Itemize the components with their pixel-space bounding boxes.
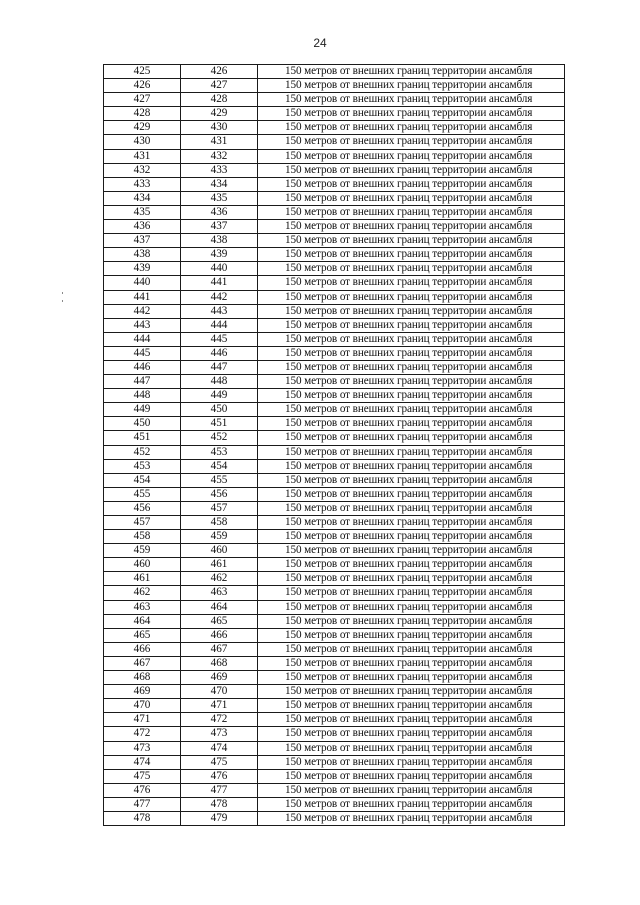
point-to-cell: 451 — [181, 417, 258, 431]
table-row — [104, 248, 565, 262]
point-from-cell: 445 — [104, 346, 181, 360]
table-row — [104, 304, 565, 318]
table-row — [104, 656, 565, 670]
point-to-cell: 445 — [181, 332, 258, 346]
point-to-cell: 472 — [181, 713, 258, 727]
point-from-cell: 475 — [104, 769, 181, 783]
point-to-cell: 475 — [181, 755, 258, 769]
zone-description-cell: 150 метров от внешних границ территории ансамбля — [258, 487, 565, 501]
table-row — [104, 276, 565, 290]
point-from-cell: 460 — [104, 558, 181, 572]
table-row — [104, 473, 565, 487]
point-from-cell: 428 — [104, 107, 181, 121]
zone-description-cell: 150 метров от внешних границ территории ансамбля — [258, 135, 565, 149]
table-row — [104, 65, 565, 79]
point-from-cell: 470 — [104, 699, 181, 713]
point-to-cell: 440 — [181, 262, 258, 276]
point-from-cell: 469 — [104, 685, 181, 699]
point-to-cell: 450 — [181, 403, 258, 417]
point-from-cell: 455 — [104, 487, 181, 501]
zone-description-cell: 150 метров от внешних границ территории ансамбля — [258, 671, 565, 685]
point-to-cell: 456 — [181, 487, 258, 501]
point-from-cell: 453 — [104, 459, 181, 473]
point-from-cell: 433 — [104, 177, 181, 191]
table-row — [104, 811, 565, 825]
point-to-cell: 441 — [181, 276, 258, 290]
point-to-cell: 449 — [181, 389, 258, 403]
point-to-cell: 471 — [181, 699, 258, 713]
point-to-cell: 473 — [181, 727, 258, 741]
zone-description-cell: 150 метров от внешних границ территории ансамбля — [258, 685, 565, 699]
point-to-cell: 428 — [181, 93, 258, 107]
point-to-cell: 453 — [181, 445, 258, 459]
zone-description-cell: 150 метров от внешних границ территории ансамбля — [258, 205, 565, 219]
table-row — [104, 360, 565, 374]
point-to-cell: 448 — [181, 375, 258, 389]
table-row — [104, 149, 565, 163]
point-from-cell: 451 — [104, 431, 181, 445]
table-row — [104, 544, 565, 558]
table-row — [104, 671, 565, 685]
zone-description-cell: 150 метров от внешних границ территории ансамбля — [258, 783, 565, 797]
zone-description-cell: 150 метров от внешних границ территории ансамбля — [258, 614, 565, 628]
point-to-cell: 435 — [181, 191, 258, 205]
point-to-cell: 446 — [181, 346, 258, 360]
zone-description-cell: 150 метров от внешних границ территории ансамбля — [258, 642, 565, 656]
table-row — [104, 628, 565, 642]
zone-description-cell: 150 метров от внешних границ территории ансамбля — [258, 332, 565, 346]
point-from-cell: 425 — [104, 65, 181, 79]
point-to-cell: 470 — [181, 685, 258, 699]
table-row — [104, 600, 565, 614]
table-row — [104, 346, 565, 360]
table-row — [104, 713, 565, 727]
scan-artifact-mark — [62, 300, 63, 302]
point-from-cell: 461 — [104, 572, 181, 586]
table-row — [104, 205, 565, 219]
point-to-cell: 455 — [181, 473, 258, 487]
table-row — [104, 417, 565, 431]
table-row — [104, 769, 565, 783]
point-from-cell: 443 — [104, 318, 181, 332]
table-row — [104, 121, 565, 135]
point-from-cell: 459 — [104, 544, 181, 558]
point-from-cell: 447 — [104, 375, 181, 389]
point-to-cell: 444 — [181, 318, 258, 332]
point-to-cell: 474 — [181, 741, 258, 755]
zone-description-cell: 150 метров от внешних границ территории ансамбля — [258, 290, 565, 304]
table-row — [104, 79, 565, 93]
table-row — [104, 191, 565, 205]
point-from-cell: 452 — [104, 445, 181, 459]
table-row — [104, 614, 565, 628]
point-from-cell: 468 — [104, 671, 181, 685]
point-to-cell: 477 — [181, 783, 258, 797]
point-from-cell: 474 — [104, 755, 181, 769]
point-to-cell: 427 — [181, 79, 258, 93]
table-row — [104, 487, 565, 501]
zone-description-cell: 150 метров от внешних границ территории ансамбля — [258, 473, 565, 487]
zone-description-cell: 150 метров от внешних границ территории ансамбля — [258, 755, 565, 769]
point-from-cell: 465 — [104, 628, 181, 642]
zone-description-cell: 150 метров от внешних границ территории ансамбля — [258, 375, 565, 389]
zone-description-cell: 150 метров от внешних границ территории ансамбля — [258, 389, 565, 403]
point-to-cell: 478 — [181, 797, 258, 811]
zone-description-cell: 150 метров от внешних границ территории ансамбля — [258, 234, 565, 248]
table-row — [104, 741, 565, 755]
point-to-cell: 454 — [181, 459, 258, 473]
zone-description-cell: 150 метров от внешних границ территории ансамбля — [258, 572, 565, 586]
table-row — [104, 516, 565, 530]
point-from-cell: 449 — [104, 403, 181, 417]
point-to-cell: 438 — [181, 234, 258, 248]
table-row — [104, 332, 565, 346]
point-to-cell: 442 — [181, 290, 258, 304]
point-from-cell: 446 — [104, 360, 181, 374]
point-from-cell: 467 — [104, 656, 181, 670]
table-row — [104, 135, 565, 149]
point-to-cell: 429 — [181, 107, 258, 121]
point-to-cell: 447 — [181, 360, 258, 374]
zone-description-cell: 150 метров от внешних границ территории ансамбля — [258, 360, 565, 374]
table-row — [104, 290, 565, 304]
zone-description-cell: 150 метров от внешних границ территории ансамбля — [258, 177, 565, 191]
table-row — [104, 572, 565, 586]
point-from-cell: 466 — [104, 642, 181, 656]
point-from-cell: 434 — [104, 191, 181, 205]
zone-description-cell: 150 метров от внешних границ территории ансамбля — [258, 600, 565, 614]
point-from-cell: 464 — [104, 614, 181, 628]
point-to-cell: 460 — [181, 544, 258, 558]
point-from-cell: 426 — [104, 79, 181, 93]
table-row — [104, 431, 565, 445]
zone-description-cell: 150 метров от внешних границ территории ансамбля — [258, 403, 565, 417]
table-row — [104, 403, 565, 417]
point-from-cell: 471 — [104, 713, 181, 727]
zone-description-cell: 150 метров от внешних границ территории ансамбля — [258, 727, 565, 741]
zone-description-cell: 150 метров от внешних границ территории ансамбля — [258, 79, 565, 93]
point-from-cell: 436 — [104, 220, 181, 234]
table-row — [104, 107, 565, 121]
zone-description-cell: 150 метров от внешних границ территории ансамбля — [258, 149, 565, 163]
table-row — [104, 163, 565, 177]
point-from-cell: 457 — [104, 516, 181, 530]
table-row — [104, 445, 565, 459]
zone-description-cell: 150 метров от внешних границ территории ансамбля — [258, 516, 565, 530]
point-to-cell: 426 — [181, 65, 258, 79]
zone-description-cell: 150 метров от внешних границ территории ансамбля — [258, 656, 565, 670]
zone-description-cell: 150 метров от внешних границ территории ансамбля — [258, 121, 565, 135]
zone-description-cell: 150 метров от внешних границ территории ансамбля — [258, 530, 565, 544]
table-row — [104, 783, 565, 797]
point-to-cell: 459 — [181, 530, 258, 544]
zone-description-cell: 150 метров от внешних границ территории ансамбля — [258, 107, 565, 121]
point-from-cell: 438 — [104, 248, 181, 262]
scan-artifact-mark — [62, 292, 63, 294]
zone-description-cell: 150 метров от внешних границ территории ансамбля — [258, 163, 565, 177]
zone-description-cell: 150 метров от внешних границ территории ансамбля — [258, 586, 565, 600]
table-row — [104, 459, 565, 473]
point-to-cell: 466 — [181, 628, 258, 642]
zone-description-cell: 150 метров от внешних границ территории ансамбля — [258, 191, 565, 205]
zone-description-cell: 150 метров от внешних границ территории ансамбля — [258, 811, 565, 825]
point-from-cell: 462 — [104, 586, 181, 600]
point-from-cell: 456 — [104, 501, 181, 515]
point-to-cell: 468 — [181, 656, 258, 670]
point-to-cell: 437 — [181, 220, 258, 234]
point-from-cell: 477 — [104, 797, 181, 811]
point-to-cell: 467 — [181, 642, 258, 656]
table-row — [104, 220, 565, 234]
point-to-cell: 452 — [181, 431, 258, 445]
point-from-cell: 431 — [104, 149, 181, 163]
table-row — [104, 797, 565, 811]
table-row — [104, 586, 565, 600]
point-to-cell: 469 — [181, 671, 258, 685]
point-to-cell: 431 — [181, 135, 258, 149]
table-row — [104, 318, 565, 332]
point-to-cell: 432 — [181, 149, 258, 163]
table-row — [104, 699, 565, 713]
table-row — [104, 93, 565, 107]
table-row — [104, 642, 565, 656]
point-from-cell: 435 — [104, 205, 181, 219]
point-from-cell: 437 — [104, 234, 181, 248]
zone-description-cell: 150 метров от внешних границ территории ансамбля — [258, 544, 565, 558]
zone-description-cell: 150 метров от внешних границ территории ансамбля — [258, 262, 565, 276]
point-from-cell: 427 — [104, 93, 181, 107]
zone-description-cell: 150 метров от внешних границ территории ансамбля — [258, 318, 565, 332]
point-from-cell: 450 — [104, 417, 181, 431]
point-to-cell: 430 — [181, 121, 258, 135]
zone-description-cell: 150 метров от внешних границ территории ансамбля — [258, 558, 565, 572]
zone-description-cell: 150 метров от внешних границ территории ансамбля — [258, 699, 565, 713]
point-from-cell: 441 — [104, 290, 181, 304]
zone-description-cell: 150 метров от внешних границ территории ансамбля — [258, 346, 565, 360]
zone-description-cell: 150 метров от внешних границ территории ансамбля — [258, 628, 565, 642]
table-row — [104, 389, 565, 403]
point-from-cell: 429 — [104, 121, 181, 135]
point-to-cell: 464 — [181, 600, 258, 614]
point-from-cell: 448 — [104, 389, 181, 403]
zone-description-cell: 150 метров от внешних границ территории ансамбля — [258, 65, 565, 79]
table-row — [104, 755, 565, 769]
zone-description-cell: 150 метров от внешних границ территории ансамбля — [258, 713, 565, 727]
zone-description-cell: 150 метров от внешних границ территории ансамбля — [258, 769, 565, 783]
point-to-cell: 461 — [181, 558, 258, 572]
point-to-cell: 476 — [181, 769, 258, 783]
table-row — [104, 234, 565, 248]
point-to-cell: 458 — [181, 516, 258, 530]
table-row — [104, 685, 565, 699]
table-body — [104, 65, 565, 826]
point-to-cell: 433 — [181, 163, 258, 177]
point-from-cell: 476 — [104, 783, 181, 797]
table-row — [104, 558, 565, 572]
table-row — [104, 501, 565, 515]
zone-description-cell: 150 метров от внешних границ территории ансамбля — [258, 93, 565, 107]
point-from-cell: 439 — [104, 262, 181, 276]
zone-description-cell: 150 метров от внешних границ территории ансамбля — [258, 797, 565, 811]
point-to-cell: 463 — [181, 586, 258, 600]
point-from-cell: 442 — [104, 304, 181, 318]
zone-description-cell: 150 метров от внешних границ территории ансамбля — [258, 741, 565, 755]
point-from-cell: 430 — [104, 135, 181, 149]
point-from-cell: 472 — [104, 727, 181, 741]
zone-description-cell: 150 метров от внешних границ территории ансамбля — [258, 248, 565, 262]
point-from-cell: 454 — [104, 473, 181, 487]
page-number: 24 — [313, 36, 327, 50]
point-from-cell: 478 — [104, 811, 181, 825]
point-to-cell: 457 — [181, 501, 258, 515]
point-to-cell: 439 — [181, 248, 258, 262]
point-from-cell: 440 — [104, 276, 181, 290]
point-to-cell: 465 — [181, 614, 258, 628]
zone-description-cell: 150 метров от внешних границ территории ансамбля — [258, 501, 565, 515]
table-row — [104, 262, 565, 276]
zone-description-cell: 150 метров от внешних границ территории ансамбля — [258, 459, 565, 473]
zone-description-cell: 150 метров от внешних границ территории ансамбля — [258, 220, 565, 234]
point-to-cell: 462 — [181, 572, 258, 586]
point-to-cell: 436 — [181, 205, 258, 219]
zone-description-cell: 150 метров от внешних границ территории ансамбля — [258, 304, 565, 318]
table-row — [104, 375, 565, 389]
zone-description-cell: 150 метров от внешних границ территории ансамбля — [258, 276, 565, 290]
zone-description-cell: 150 метров от внешних границ территории ансамбля — [258, 431, 565, 445]
zone-description-cell: 150 метров от внешних границ территории ансамбля — [258, 445, 565, 459]
point-from-cell: 458 — [104, 530, 181, 544]
point-from-cell: 463 — [104, 600, 181, 614]
table-row — [104, 177, 565, 191]
point-to-cell: 479 — [181, 811, 258, 825]
table-row — [104, 727, 565, 741]
point-from-cell: 432 — [104, 163, 181, 177]
zone-description-cell: 150 метров от внешних границ территории ансамбля — [258, 417, 565, 431]
boundary-segments-table — [103, 64, 565, 826]
point-from-cell: 473 — [104, 741, 181, 755]
table-row — [104, 530, 565, 544]
point-to-cell: 434 — [181, 177, 258, 191]
point-to-cell: 443 — [181, 304, 258, 318]
point-from-cell: 444 — [104, 332, 181, 346]
